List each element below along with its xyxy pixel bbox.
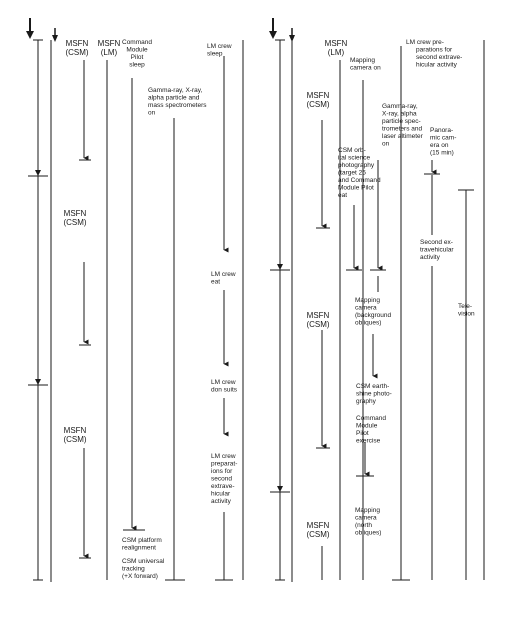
activity-text-lm-crew-preparations-right: LM crew pre-parations for second extrave-hicular activity: [406, 39, 463, 69]
activity-text-mapping-north: Mapping camera (north obliques): [355, 507, 382, 537]
revolution-marker-arrow: [277, 264, 283, 270]
column-mapping-camera-on: Mapping camera on: [350, 57, 381, 72]
activity-text-earthshine: CSM earth-shine photo-graphy: [356, 383, 392, 405]
left-panel: [26, 18, 243, 582]
column-msfn-lm-right: MSFN (LM): [324, 39, 348, 57]
activity-text-msfn-csm: MSFN (CSM): [63, 209, 87, 227]
activity-text-cmp-exercise: Command Module Pilot exercise: [356, 415, 386, 445]
activity-text-panoramic-camera: Panora-mic cam-era on (15 min): [430, 127, 457, 157]
activity-text-lm-crew-sleep: LM crew sleep: [207, 43, 232, 58]
column-msfn-lm: MSFN (LM): [97, 39, 121, 57]
column-msfn-csm: MSFN (CSM): [65, 39, 89, 57]
activity-text-csm-tracking: CSM universal tracking (+X forward): [122, 558, 165, 580]
revolution-count-arrowhead-right: [269, 31, 277, 39]
activity-text-lm-crew-preparations: LM crew preparat-ions for second extrave-hicular activity: [211, 453, 238, 505]
ground-elapsed-time-arrowhead: [52, 35, 58, 42]
revolution-marker-arrow: [35, 170, 41, 176]
activity-text-csm-platform: CSM platform realignment: [122, 537, 162, 552]
activity-text-television: Tele-vision: [458, 303, 475, 318]
activity-text-csm-orbital-photography: CSM orb-ital science photography (target 25 and Command Module Pilot eat: [338, 147, 381, 199]
column-cmp-sleep: Command Module Pilot sleep: [122, 39, 152, 69]
activity-text-msfn-csm-right-2: MSFN (CSM): [306, 311, 330, 329]
activity-text-second-eva: Second ex-travehicular activity: [420, 239, 454, 261]
activity-text-lm-crew-don-suits: LM crew don suits: [211, 379, 238, 394]
activity-text-msfn-csm-2: MSFN (CSM): [63, 426, 87, 444]
activity-text-lm-crew-eat: LM crew eat: [211, 271, 236, 286]
activity-text-mapping-background: Mapping camera (background obliques): [355, 297, 392, 327]
revolution-count-arrowhead: [26, 31, 34, 39]
activity-text-gamma-ray-right: Gamma-ray, X-ray, alpha particle spec-trometers and laser altimeter on: [382, 103, 423, 148]
revolution-marker-arrow: [35, 379, 41, 385]
revolution-marker-arrow: [277, 486, 283, 492]
activity-text-msfn-csm-right: MSFN (CSM): [306, 91, 330, 109]
activity-text-spectrometers: Gamma-ray, X-ray, alpha particle and mass spectrometers on: [148, 87, 207, 117]
right-panel: [269, 18, 484, 582]
activity-text-msfn-csm-right-3: MSFN (CSM): [306, 521, 330, 539]
